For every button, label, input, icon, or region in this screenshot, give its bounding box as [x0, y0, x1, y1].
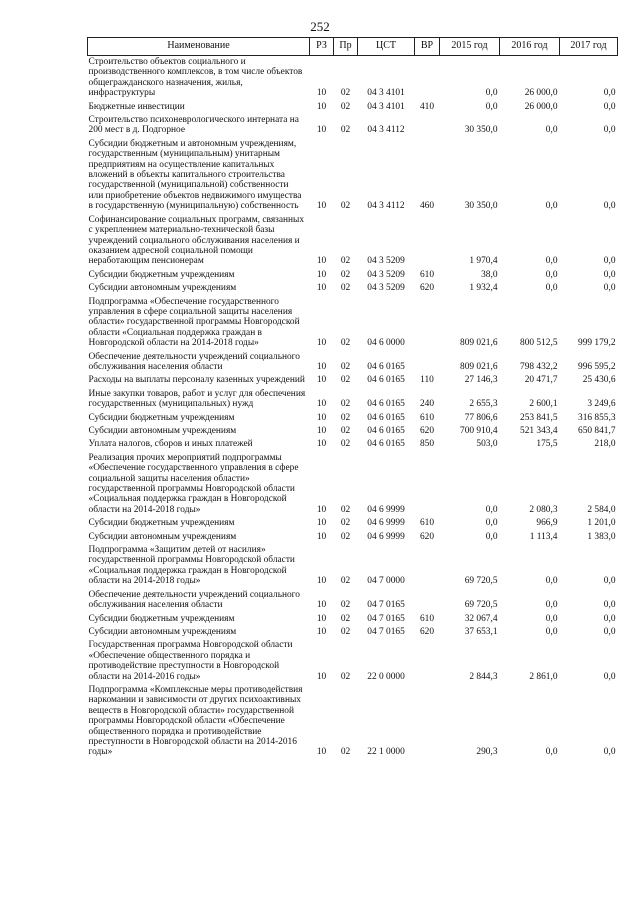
table-row: [88, 282, 618, 295]
row-value-2015: 0,0: [485, 101, 498, 112]
row-value-2016: 0,0: [545, 283, 558, 294]
row-value-2015: 1 970,4: [469, 256, 498, 267]
row-rz: 10: [316, 375, 327, 386]
row-vr: [415, 56, 440, 101]
row-name: Субсидии автономным учреждениям: [88, 531, 237, 542]
row-value-2016: 0,0: [545, 613, 558, 624]
row-value-2015: 290,3: [476, 747, 498, 758]
row-name: Строительство психоневрологического интерната на 200 мест в д. Подгорное: [88, 115, 299, 136]
row-name: Субсидии бюджетным учреждениям: [88, 613, 235, 624]
row-value-2017: 0,0: [603, 600, 616, 611]
row-value-2016: 0,0: [545, 626, 558, 637]
row-vr: 610: [419, 269, 435, 280]
row-rz: 10: [316, 671, 327, 682]
table-row: [88, 388, 618, 412]
row-rz: 10: [316, 426, 327, 436]
row-value-2016: 521 343,4: [520, 426, 558, 436]
row-pr: 02: [340, 671, 351, 682]
table-row: [88, 425, 618, 438]
row-pr: 02: [340, 626, 351, 637]
row-cst: 04 3 4112: [367, 125, 405, 136]
page-number: 252: [310, 19, 330, 34]
table-row: [88, 626, 618, 639]
row-value-2015: 77 806,6: [464, 412, 498, 423]
table-row: [88, 517, 618, 530]
table-row: [88, 438, 618, 451]
row-value-2017: 0,0: [603, 626, 616, 637]
row-cst: 04 6 0165: [367, 412, 405, 423]
row-vr: 850: [419, 439, 435, 450]
row-cst: 04 3 5209: [367, 256, 405, 267]
table-row: [88, 639, 618, 684]
row-value-2017: 0,0: [603, 613, 616, 624]
row-value-2017: 1 383,0: [587, 531, 616, 542]
row-pr: 02: [340, 399, 351, 410]
row-cst: 04 3 4112: [367, 201, 405, 212]
table-row: [88, 101, 618, 114]
row-value-2016: 2 080,3: [529, 504, 558, 515]
row-pr: 02: [340, 201, 351, 212]
row-value-2017: 0,0: [603, 125, 616, 136]
row-value-2017: 0,0: [603, 269, 616, 280]
row-rz: 10: [316, 125, 327, 136]
table-row: [88, 114, 618, 138]
row-value-2016: 800 512,5: [520, 338, 558, 349]
row-pr: 02: [340, 747, 351, 758]
row-rz: 10: [316, 338, 327, 349]
row-value-2017: 2 584,0: [587, 504, 616, 515]
row-value-2017: 218,0: [594, 439, 616, 450]
table-row: [88, 589, 618, 613]
row-vr: 610: [419, 412, 435, 423]
column-header-pr: Пр: [334, 38, 358, 56]
table-row: [88, 684, 618, 760]
row-pr: 02: [340, 125, 351, 136]
row-name: Субсидии бюджетным учреждениям: [88, 412, 235, 423]
row-value-2017: 999 179,2: [578, 338, 616, 349]
column-header-cst: ЦСТ: [358, 38, 415, 56]
row-rz: 10: [316, 747, 327, 758]
column-header-2017: 2017 год: [560, 38, 618, 56]
row-vr: 620: [419, 283, 435, 294]
table-row: [88, 544, 618, 589]
row-vr: 610: [419, 518, 435, 529]
row-value-2017: 0,0: [603, 256, 616, 267]
row-name: Субсидии автономным учреждениям: [88, 283, 237, 294]
row-value-2016: 0,0: [545, 256, 558, 267]
row-rz: 10: [316, 88, 327, 99]
row-cst: 04 3 5209: [367, 283, 405, 294]
row-rz: 10: [316, 600, 327, 611]
row-value-2015: 27 146,3: [464, 375, 498, 386]
row-cst: 04 6 9999: [367, 518, 405, 529]
row-vr: [415, 214, 440, 269]
row-vr: 410: [419, 101, 435, 112]
column-header-rz: РЗ: [310, 38, 334, 56]
row-cst: 22 0 0000: [367, 671, 405, 682]
row-value-2017: 0,0: [603, 671, 616, 682]
row-rz: 10: [316, 626, 327, 637]
row-value-2017: 0,0: [603, 201, 616, 212]
row-value-2017: 996 595,2: [578, 361, 616, 372]
table-row: [88, 351, 618, 375]
row-cst: 04 7 0165: [367, 600, 405, 611]
row-value-2015: 69 720,5: [464, 600, 498, 611]
table-row: [88, 613, 618, 626]
row-rz: 10: [316, 439, 327, 450]
row-value-2015: 2 655,3: [469, 399, 498, 410]
row-rz: 10: [316, 518, 327, 529]
row-pr: 02: [340, 600, 351, 611]
row-value-2016: 0,0: [545, 600, 558, 611]
row-rz: 10: [316, 101, 327, 112]
table-row: [88, 296, 618, 351]
row-pr: 02: [340, 504, 351, 515]
row-vr: [415, 452, 440, 517]
row-value-2015: 69 720,5: [464, 576, 498, 587]
row-cst: 04 6 0165: [367, 426, 405, 436]
column-header-2016: 2016 год: [500, 38, 560, 56]
row-value-2015: 503,0: [476, 439, 498, 450]
row-pr: 02: [340, 101, 351, 112]
row-name: Подпрограмма «Защитим детей от насилия» государственной программы Новгородской области «Социальная поддержка граждан в Новгородской области на 2014-2018 годы»: [88, 545, 295, 587]
row-pr: 02: [340, 426, 351, 436]
table-row: [88, 452, 618, 517]
row-name: Уплата налогов, сборов и иных платежей: [88, 439, 253, 450]
row-value-2016: 2 600,1: [529, 399, 558, 410]
row-value-2015: 37 653,1: [464, 626, 498, 637]
row-value-2016: 798 432,2: [520, 361, 558, 372]
row-cst: 22 1 0000: [367, 747, 405, 758]
table-row: [88, 374, 618, 387]
column-header-vr: ВР: [415, 38, 440, 56]
row-value-2015: 809 021,6: [460, 338, 498, 349]
table-header-row: [88, 38, 618, 56]
row-vr: 240: [419, 399, 435, 410]
row-value-2016: 0,0: [545, 201, 558, 212]
row-cst: 04 6 0000: [367, 338, 405, 349]
row-value-2016: 1 113,4: [529, 531, 558, 542]
row-vr: [415, 296, 440, 351]
row-name: Субсидии бюджетным учреждениям: [88, 269, 235, 280]
row-name: Субсидии бюджетным учреждениям: [88, 518, 235, 529]
row-value-2015: 809 021,6: [460, 361, 498, 372]
row-value-2016: 2 861,0: [529, 671, 558, 682]
row-value-2016: 966,9: [536, 518, 558, 529]
row-pr: 02: [340, 269, 351, 280]
row-value-2015: 38,0: [481, 269, 498, 280]
row-pr: 02: [340, 88, 351, 99]
row-name: Бюджетные инвестиции: [88, 101, 185, 112]
row-name: Государственная программа Новгородской области «Обеспечение общественного порядка и противодействие преступности в Новгородской области на 2014-2016 годы»: [88, 640, 293, 682]
row-value-2015: 0,0: [485, 518, 498, 529]
row-value-2017: 0,0: [603, 576, 616, 587]
row-value-2015: 32 067,4: [464, 613, 498, 624]
row-value-2016: 0,0: [545, 576, 558, 587]
row-value-2015: 700 910,4: [460, 426, 498, 436]
row-vr: 620: [419, 626, 435, 637]
row-value-2016: 175,5: [536, 439, 558, 450]
row-vr: 610: [419, 613, 435, 624]
row-value-2017: 0,0: [603, 747, 616, 758]
row-value-2015: 0,0: [485, 504, 498, 515]
row-value-2017: 316 855,3: [578, 412, 616, 423]
row-rz: 10: [316, 531, 327, 542]
table-row: [88, 269, 618, 282]
row-rz: 10: [316, 412, 327, 423]
table-row: [88, 56, 618, 101]
row-name: Субсидии автономным учреждениям: [88, 426, 237, 436]
row-name: Подпрограмма «Комплексные меры противодействия наркомании и зависимости от других психоактивных веществ в Новгородской области» государственной программы Новгородской области «Обеспечение общественного порядка и противодействие преступности в Новгородской области на 2014-2016 годы»: [88, 684, 303, 758]
row-cst: 04 6 9999: [367, 531, 405, 542]
row-name: Иные закупки товаров, работ и услуг для обеспечения государственных (муниципальных) нужд: [88, 388, 306, 410]
row-vr: [415, 639, 440, 684]
row-rz: 10: [316, 504, 327, 515]
row-vr: [415, 544, 440, 589]
row-cst: 04 7 0165: [367, 626, 405, 637]
row-pr: 02: [340, 361, 351, 372]
row-rz: 10: [316, 361, 327, 372]
row-value-2016: 26 000,0: [524, 101, 558, 112]
row-pr: 02: [340, 439, 351, 450]
row-vr: [415, 351, 440, 375]
row-value-2015: 1 932,4: [469, 283, 498, 294]
row-value-2017: 650 841,7: [578, 426, 616, 436]
row-value-2017: 3 249,6: [587, 399, 616, 410]
row-value-2016: 0,0: [545, 125, 558, 136]
column-header-2015: 2015 год: [440, 38, 500, 56]
row-vr: [415, 114, 440, 138]
row-value-2016: 0,0: [545, 269, 558, 280]
row-vr: 620: [419, 531, 435, 542]
row-pr: 02: [340, 283, 351, 294]
row-value-2016: 253 841,5: [520, 412, 558, 423]
row-pr: 02: [340, 531, 351, 542]
row-value-2015: 30 350,0: [464, 125, 498, 136]
row-pr: 02: [340, 576, 351, 587]
row-cst: 04 6 9999: [367, 504, 405, 515]
row-name: Обеспечение деятельности учреждений социального обслуживания населения области: [88, 589, 300, 611]
row-name: Расходы на выплаты персоналу казенных учреждений: [88, 375, 305, 386]
row-pr: 02: [340, 412, 351, 423]
row-vr: [415, 589, 440, 613]
row-rz: 10: [316, 201, 327, 212]
row-cst: 04 6 0165: [367, 399, 405, 410]
row-name: Обеспечение деятельности учреждений социального обслуживания населения области: [88, 351, 300, 372]
row-rz: 10: [316, 399, 327, 410]
table-body: [88, 56, 618, 760]
row-value-2017: 1 201,0: [587, 518, 616, 529]
row-value-2017: 0,0: [603, 88, 616, 99]
row-value-2016: 20 471,7: [524, 375, 558, 386]
row-value-2016: 26 000,0: [524, 88, 558, 99]
column-header-name: Наименование: [88, 38, 310, 56]
row-vr: [415, 684, 440, 760]
row-rz: 10: [316, 613, 327, 624]
row-vr: 620: [419, 426, 435, 436]
row-value-2017: 0,0: [603, 101, 616, 112]
row-cst: 04 3 4101: [367, 101, 405, 112]
row-rz: 10: [316, 256, 327, 267]
budget-table: [87, 37, 618, 760]
row-cst: 04 6 0165: [367, 361, 405, 372]
row-value-2015: 0,0: [485, 531, 498, 542]
table-row: [88, 412, 618, 425]
table-row: [88, 138, 618, 214]
row-pr: 02: [340, 518, 351, 529]
row-value-2015: 2 844,3: [469, 671, 498, 682]
row-name: Подпрограмма «Обеспечение государственного управления в сфере социальной защиты населения области» государственной программы Новгородской области «Социальная поддержка граждан в Новгородской области на 2014-2018 годы»: [88, 296, 300, 349]
row-value-2016: 0,0: [545, 747, 558, 758]
row-vr: 460: [419, 201, 435, 212]
row-name: Субсидии автономным учреждениям: [88, 626, 237, 637]
row-cst: 04 3 5209: [367, 269, 405, 280]
row-vr: 110: [420, 375, 434, 386]
row-name: Субсидии бюджетным и автономным учреждениям, государственным (муниципальным) унитарным предприятиям на осуществление капитальных вложений в объекты капитального строительства государственной (муниципальной) собственности или приобретение объектов недвижимого имущества в государственную (муниципальную) собственность: [88, 138, 302, 212]
row-name: Строительство объектов социального и производственного комплексов, в том числе объектов общегражданского назначения, жилья, инфраструктуры: [88, 57, 303, 99]
row-cst: 04 7 0165: [367, 613, 405, 624]
row-rz: 10: [316, 576, 327, 587]
row-pr: 02: [340, 338, 351, 349]
table-row: [88, 531, 618, 544]
row-rz: 10: [316, 283, 327, 294]
row-cst: 04 6 0165: [367, 375, 405, 386]
row-cst: 04 6 0165: [367, 439, 405, 450]
row-name: Софинансирование социальных программ, связанных с укреплением материально-технической базы учреждений социального обслуживания населения и оказанием адресной социальной помощи неработающим пенсионерам: [88, 214, 305, 267]
row-value-2017: 0,0: [603, 283, 616, 294]
row-cst: 04 7 0000: [367, 576, 405, 587]
row-pr: 02: [340, 375, 351, 386]
table-row: [88, 214, 618, 269]
row-cst: 04 3 4101: [367, 88, 405, 99]
row-value-2015: 30 350,0: [464, 201, 498, 212]
row-value-2015: 0,0: [485, 88, 498, 99]
row-pr: 02: [340, 613, 351, 624]
row-rz: 10: [316, 269, 327, 280]
row-pr: 02: [340, 256, 351, 267]
row-name: Реализация прочих мероприятий подпрограммы «Обеспечение государственного управления в сфере социальной защиты населения области» государственной программы Новгородской области «Социальная поддержка граждан в Новгородской области на 2014-2018 годы»: [88, 452, 299, 515]
row-value-2017: 25 430,6: [582, 375, 616, 386]
